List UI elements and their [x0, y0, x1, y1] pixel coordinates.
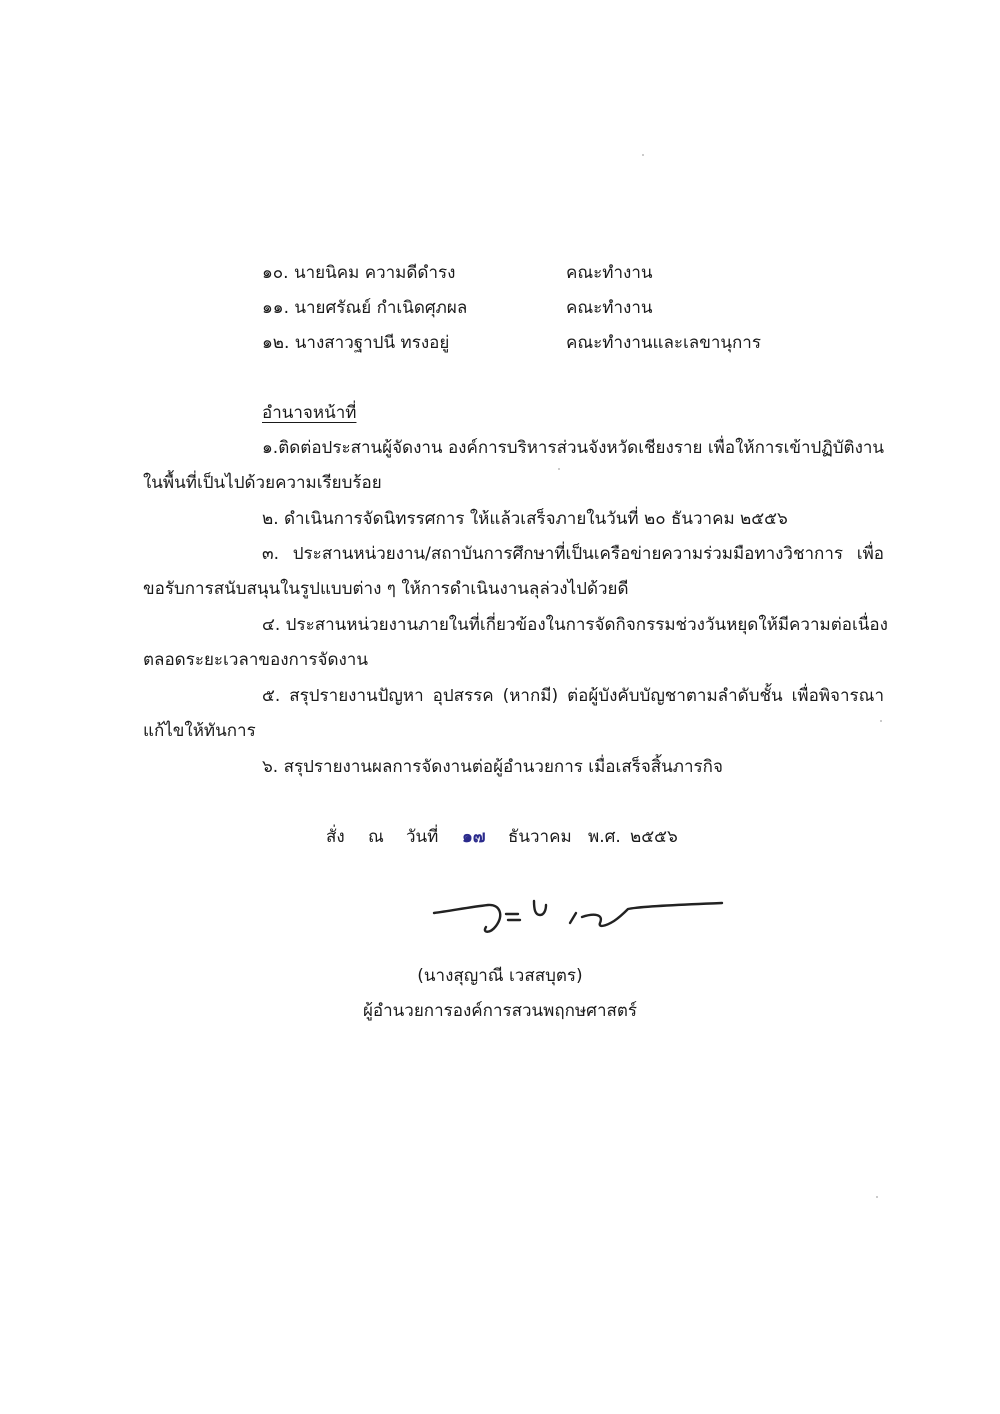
duty-item-continuation: แก้ไขให้ทันการ — [143, 721, 256, 741]
scan-speck — [558, 468, 560, 470]
duty-item-line: ๑.ติดต่อประสานผู้จัดงาน องค์การบริหารส่วนจังหวัดเชียงราย เพื่อให้การเข้าปฏิบัติงาน — [262, 438, 885, 458]
duty-item-continuation: ตลอดระยะเวลาของการจัดงาน — [143, 650, 368, 670]
signatory-position: ผู้อำนวยการองค์การสวนพฤกษศาสตร์ — [362, 1001, 638, 1021]
order-day: ๑๗ — [462, 827, 486, 847]
order-month: ธันวาคม — [508, 827, 572, 847]
scan-speck — [642, 154, 644, 156]
signatory-name: (นางสุญาณี เวสสบุตร) — [417, 966, 583, 986]
duty-item-line: ๓. ประสานหน่วยงาน/สถาบันการศึกษาที่เป็นเครือข่ายความร่วมมือทางวิชาการ เพื่อ — [262, 544, 884, 564]
order-year: ๒๕๕๖ — [630, 827, 678, 847]
duty-item-continuation: ขอรับการสนับสนุนในรูปแบบต่าง ๆ ให้การดำเนินงานลุล่วงไปด้วยดี — [143, 579, 629, 599]
member-name: ๑๐. นายนิคม ความดีดำรง — [262, 263, 456, 283]
member-role: คณะทำงานและเลขานุการ — [566, 333, 761, 353]
order-date-word: วันที่ — [406, 827, 439, 847]
order-era: พ.ศ. — [588, 827, 621, 847]
scan-speck — [880, 720, 882, 722]
duty-item-line: ๒. ดำเนินการจัดนิทรรศการ ให้แล้วเสร็จภายในวันที่ ๒๐ ธันวาคม ๒๕๕๖ — [262, 509, 788, 529]
duty-item-line: ๖. สรุปรายงานผลการจัดงานต่อผู้อำนวยการ เมื่อเสร็จสิ้นภารกิจ — [262, 757, 723, 777]
duties-heading: อำนาจหน้าที่ — [262, 403, 357, 423]
scan-speck — [876, 1196, 878, 1198]
handwritten-signature — [430, 893, 730, 943]
member-name: ๑๑. นายศรัณย์ กำเนิดศุภผล — [262, 298, 468, 318]
duty-item-continuation: ในพื้นที่เป็นไปด้วยความเรียบร้อย — [143, 473, 382, 493]
member-role: คณะทำงาน — [566, 298, 653, 318]
member-name: ๑๒. นางสาวฐาปนี ทรงอยู่ — [262, 333, 450, 353]
order-word: สั่ง — [326, 827, 345, 847]
order-at-word: ณ — [368, 827, 384, 847]
duty-item-line: ๕. สรุปรายงานปัญหา อุปสรรค (หากมี) ต่อผู้บังคับบัญชาตามลำดับชั้น เพื่อพิจารณา — [262, 686, 884, 706]
duty-item-line: ๔. ประสานหน่วยงานภายในที่เกี่ยวข้องในการจัดกิจกรรมช่วงวันหยุดให้มีความต่อเนื่อง — [262, 615, 888, 635]
member-role: คณะทำงาน — [566, 263, 653, 283]
